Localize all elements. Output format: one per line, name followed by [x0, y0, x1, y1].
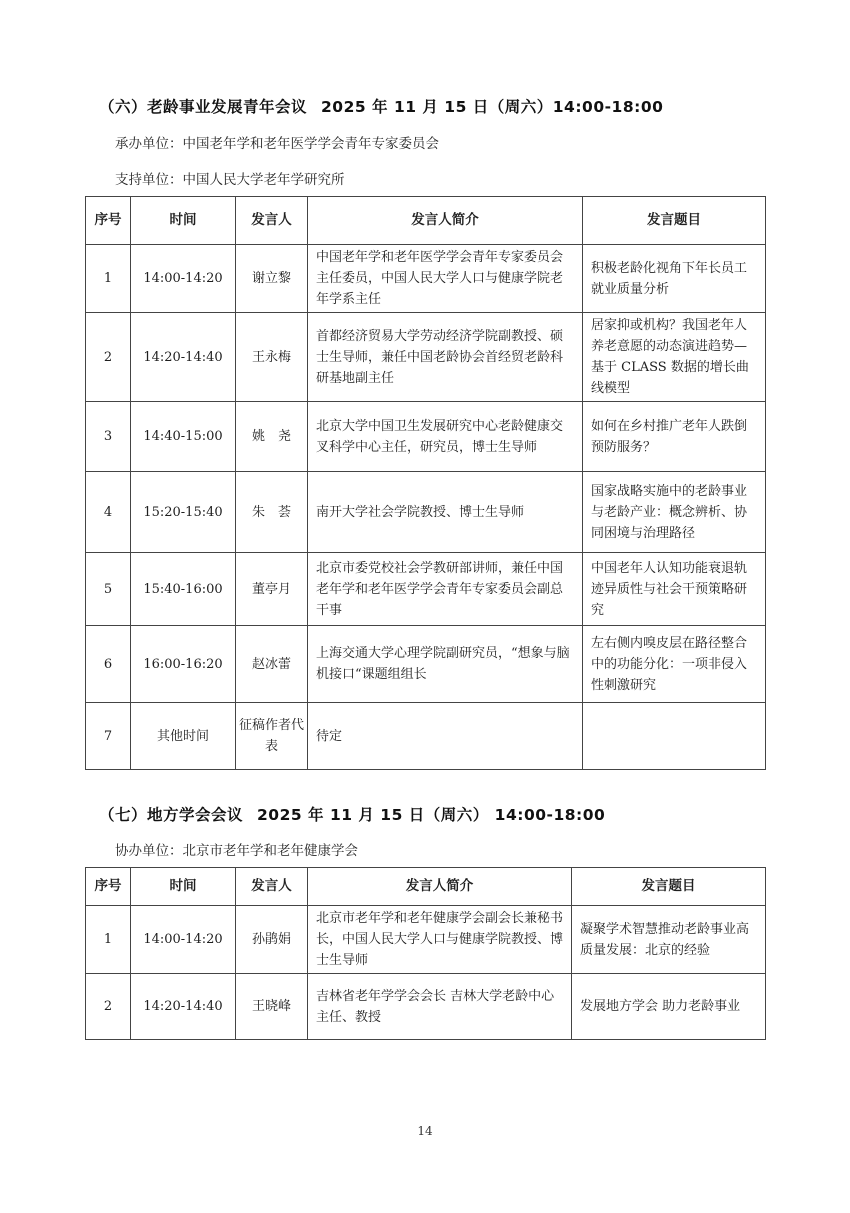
column-header-speaker: 发言人	[236, 197, 308, 245]
row-speaker: 王永梅	[236, 313, 308, 402]
row-bio: 中国老年学和老年医学学会青年专家委员会主任委员，中国人民大学人口与健康学院老年学系主任	[308, 245, 583, 313]
table-row	[86, 703, 766, 770]
column-header-time: 时间	[131, 868, 236, 906]
table-row	[86, 472, 766, 553]
row-bio: 上海交通大学心理学院副研究员，“想象与脑机接口“课题组组长	[308, 626, 583, 703]
row-time: 14:00-14:20	[131, 906, 236, 974]
row-bio: 首都经济贸易大学劳动经济学院副教授、硕士生导师，兼任中国老龄协会首经贸老龄科研基地副主任	[308, 313, 583, 402]
column-header-bio: 发言人简介	[308, 868, 572, 906]
table-row	[86, 313, 766, 402]
column-header-time: 时间	[131, 197, 236, 245]
row-bio: 北京大学中国卫生发展研究中心老龄健康交叉科学中心主任，研究员，博士生导师	[308, 402, 583, 472]
column-header-topic: 发言题目	[572, 868, 766, 906]
row-topic: 中国老年人认知功能衰退轨迹异质性与社会干预策略研究	[583, 553, 766, 626]
row-time: 14:40-15:00	[131, 402, 236, 472]
row-speaker: 赵冰蕾	[236, 626, 308, 703]
row-number: 4	[86, 472, 131, 553]
row-time: 14:20-14:40	[131, 313, 236, 402]
row-speaker: 王晓峰	[236, 974, 308, 1040]
section-seven-date: 2025 年 11 月 15 日（周六） 14:00-18:00	[257, 806, 606, 824]
table-header-row	[86, 197, 766, 245]
row-topic: 发展地方学会 助力老龄事业	[572, 974, 766, 1040]
section-six-title: （六）老龄事业发展青年会议	[99, 98, 308, 116]
section-seven-table	[85, 867, 766, 1040]
row-bio: 待定	[308, 703, 583, 770]
row-speaker: 姚 尧	[236, 402, 308, 472]
column-header-number: 序号	[86, 197, 131, 245]
table-row	[86, 553, 766, 626]
row-number: 1	[86, 906, 131, 974]
row-topic: 积极老龄化视角下年长员工就业质量分析	[583, 245, 766, 313]
section-seven-heading	[99, 803, 765, 825]
section-six-heading	[99, 95, 765, 117]
row-bio: 南开大学社会学院教授、博士生导师	[308, 472, 583, 553]
row-time: 16:00-16:20	[131, 626, 236, 703]
row-topic: 国家战略实施中的老龄事业与老龄产业：概念辨析、协同困境与治理路径	[583, 472, 766, 553]
column-header-speaker: 发言人	[236, 868, 308, 906]
row-speaker: 孙鹃娟	[236, 906, 308, 974]
column-header-number: 序号	[86, 868, 131, 906]
page-number: 14	[417, 1124, 433, 1138]
table-header-row	[86, 868, 766, 906]
column-header-topic: 发言题目	[583, 197, 766, 245]
column-header-bio: 发言人简介	[308, 197, 583, 245]
table-row	[86, 245, 766, 313]
row-time: 15:20-15:40	[131, 472, 236, 553]
row-time: 15:40-16:00	[131, 553, 236, 626]
section-seven	[85, 803, 765, 1040]
row-number: 2	[86, 974, 131, 1040]
row-speaker: 董亭月	[236, 553, 308, 626]
row-bio: 吉林省老年学学会会长 吉林大学老龄中心主任、教授	[308, 974, 572, 1040]
section-six-table	[85, 196, 766, 770]
table-row	[86, 974, 766, 1040]
section-six-date: 2025 年 11 月 15 日（周六）14:00-18:00	[321, 98, 664, 116]
row-number: 3	[86, 402, 131, 472]
section-six-support: 支持单位：中国人民大学老年学研究所	[115, 172, 345, 188]
row-speaker: 朱 荟	[236, 472, 308, 553]
row-number: 5	[86, 553, 131, 626]
row-bio: 北京市委党校社会学教研部讲师，兼任中国老年学和老年医学学会青年专家委员会副总干事	[308, 553, 583, 626]
section-six-host: 承办单位：中国老年学和老年医学学会青年专家委员会	[115, 136, 439, 152]
row-speaker: 谢立黎	[236, 245, 308, 313]
row-time: 其他时间	[131, 703, 236, 770]
section-seven-host: 协办单位：北京市老年学和老年健康学会	[115, 843, 358, 859]
table-row	[86, 626, 766, 703]
section-six	[85, 95, 765, 770]
row-speaker: 征稿作者代表	[236, 703, 308, 770]
table-row	[86, 906, 766, 974]
row-number: 2	[86, 313, 131, 402]
row-topic: 如何在乡村推广老年人跌倒预防服务？	[583, 402, 766, 472]
row-topic: 左右侧内嗅皮层在路径整合中的功能分化：一项非侵入性刺激研究	[583, 626, 766, 703]
row-number: 7	[86, 703, 131, 770]
row-topic: 凝聚学术智慧推动老龄事业高质量发展：北京的经验	[572, 906, 766, 974]
row-time: 14:00-14:20	[131, 245, 236, 313]
row-number: 1	[86, 245, 131, 313]
row-topic	[583, 703, 766, 770]
section-seven-title: （七）地方学会会议	[99, 806, 244, 824]
row-number: 6	[86, 626, 131, 703]
row-bio: 北京市老年学和老年健康学会副会长兼秘书长，中国人民大学人口与健康学院教授、博士生导师	[308, 906, 572, 974]
row-topic: 居家抑或机构？我国老年人养老意愿的动态演进趋势—基于 CLASS 数据的增长曲线模型	[583, 313, 766, 402]
row-time: 14:20-14:40	[131, 974, 236, 1040]
table-row	[86, 402, 766, 472]
